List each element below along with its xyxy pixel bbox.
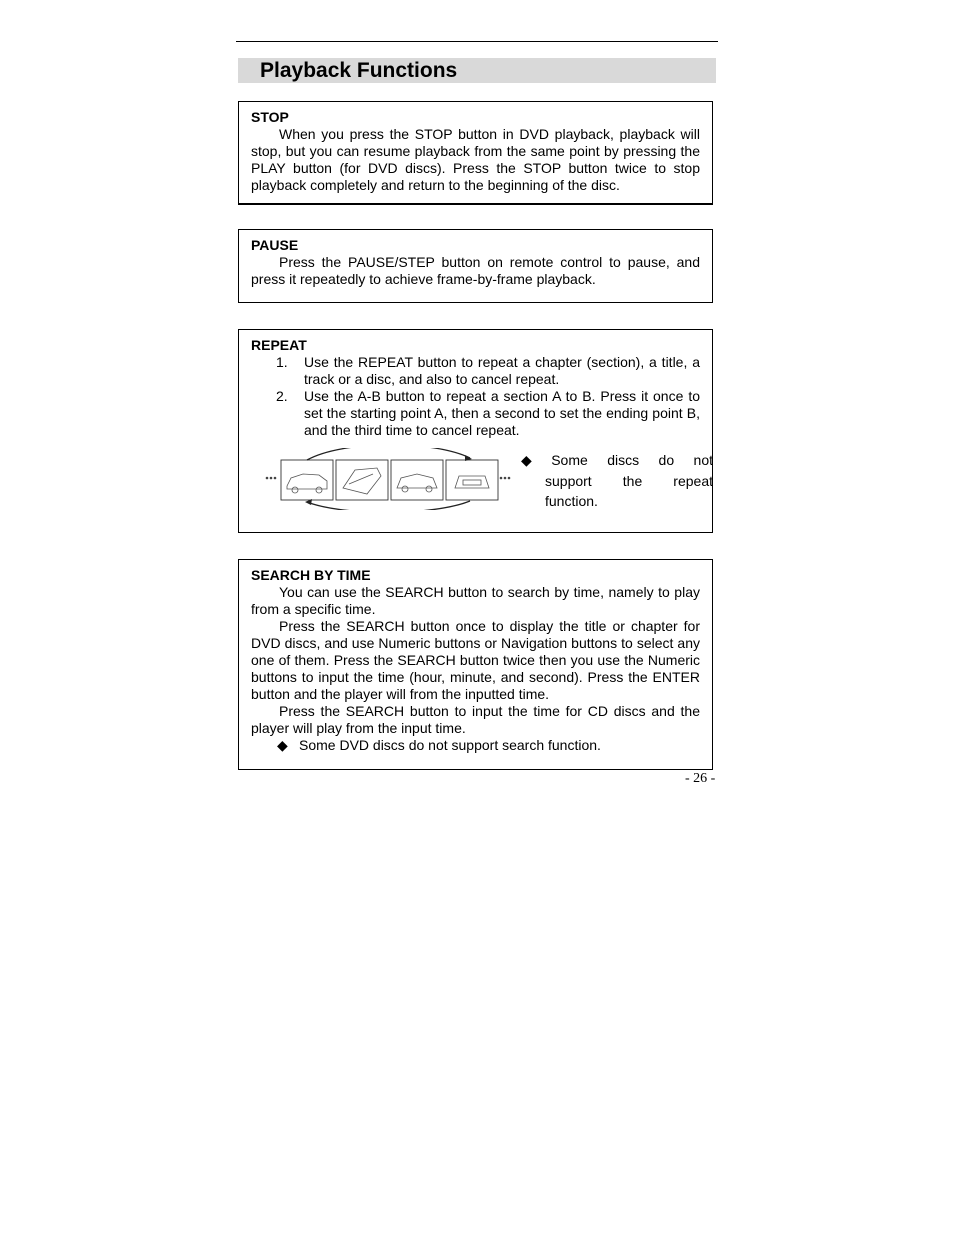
note-word: support (545, 472, 592, 489)
note-word: Some (551, 452, 588, 468)
search-section (238, 559, 713, 770)
pause-body: Press the PAUSE/STEP button on remote control to pause, and press it repeatedly to achieve frame-by-frame playback. (251, 254, 700, 287)
list-item-number: 2. (276, 388, 288, 404)
note-line (521, 471, 713, 492)
stop-section (238, 101, 713, 205)
pause-heading: PAUSE (251, 237, 299, 253)
search-heading: SEARCH BY TIME (251, 567, 371, 583)
note-word: discs (607, 452, 640, 468)
note-word: not (693, 452, 713, 468)
page-number: - 26 - (685, 771, 716, 786)
stop-body: When you press the STOP button in DVD playback, playback will stop, but you can resume playback from the same point by pressing the PLAY button (for DVD discs). Press the STOP button twice to stop playback completely and return to the beginning of the disc. (251, 126, 700, 193)
repeat-heading: REPEAT (251, 337, 307, 353)
list-item (251, 354, 700, 388)
repeat-support-note (521, 450, 713, 512)
search-paragraph: Press the SEARCH button once to display the title or chapter for DVD discs, and use Numeric buttons or Navigation buttons to select any one of them. Press the SEARCH button twice then you use the Numeric buttons to input the time (hour, minute, and second). Press the ENTER button and the player will from the inputted time. (251, 618, 700, 702)
note-word: repeat (673, 472, 713, 489)
search-note-text: Some DVD discs do not support search function. (299, 737, 601, 753)
note-line: function. (545, 493, 598, 509)
repeat-section (238, 329, 713, 533)
list-item-text: Use the REPEAT button to repeat a chapter (section), a title, a track or a disc, and also to cancel repeat. (304, 354, 700, 387)
repeat-illustration-row (251, 448, 713, 526)
search-paragraph: You can use the SEARCH button to search by time, namely to play from a specific time. (251, 584, 700, 617)
section-title-bar (238, 58, 716, 83)
pause-section (238, 229, 713, 303)
diamond-bullet-icon: ◆ (277, 737, 288, 753)
note-line (521, 450, 713, 471)
search-note (251, 737, 700, 754)
note-word: do (658, 452, 675, 468)
list-item-number: 1. (276, 354, 288, 370)
note-word: the (622, 472, 643, 489)
page-title: Playback Functions (260, 59, 458, 82)
repeat-cycle-illustration (263, 448, 513, 510)
list-item-text: Use the A-B button to repeat a section A to B. Press it once to set the starting point A, then a second to set the ending point B, and the third time to cancel repeat. (304, 388, 700, 438)
top-rule (236, 41, 718, 42)
list-item (251, 388, 700, 439)
diamond-bullet-icon: ◆ (521, 452, 532, 468)
stop-heading: STOP (251, 109, 289, 125)
search-paragraph: Press the SEARCH button to input the time for CD discs and the player will play from the input time. (251, 703, 700, 736)
repeat-list (251, 354, 700, 439)
